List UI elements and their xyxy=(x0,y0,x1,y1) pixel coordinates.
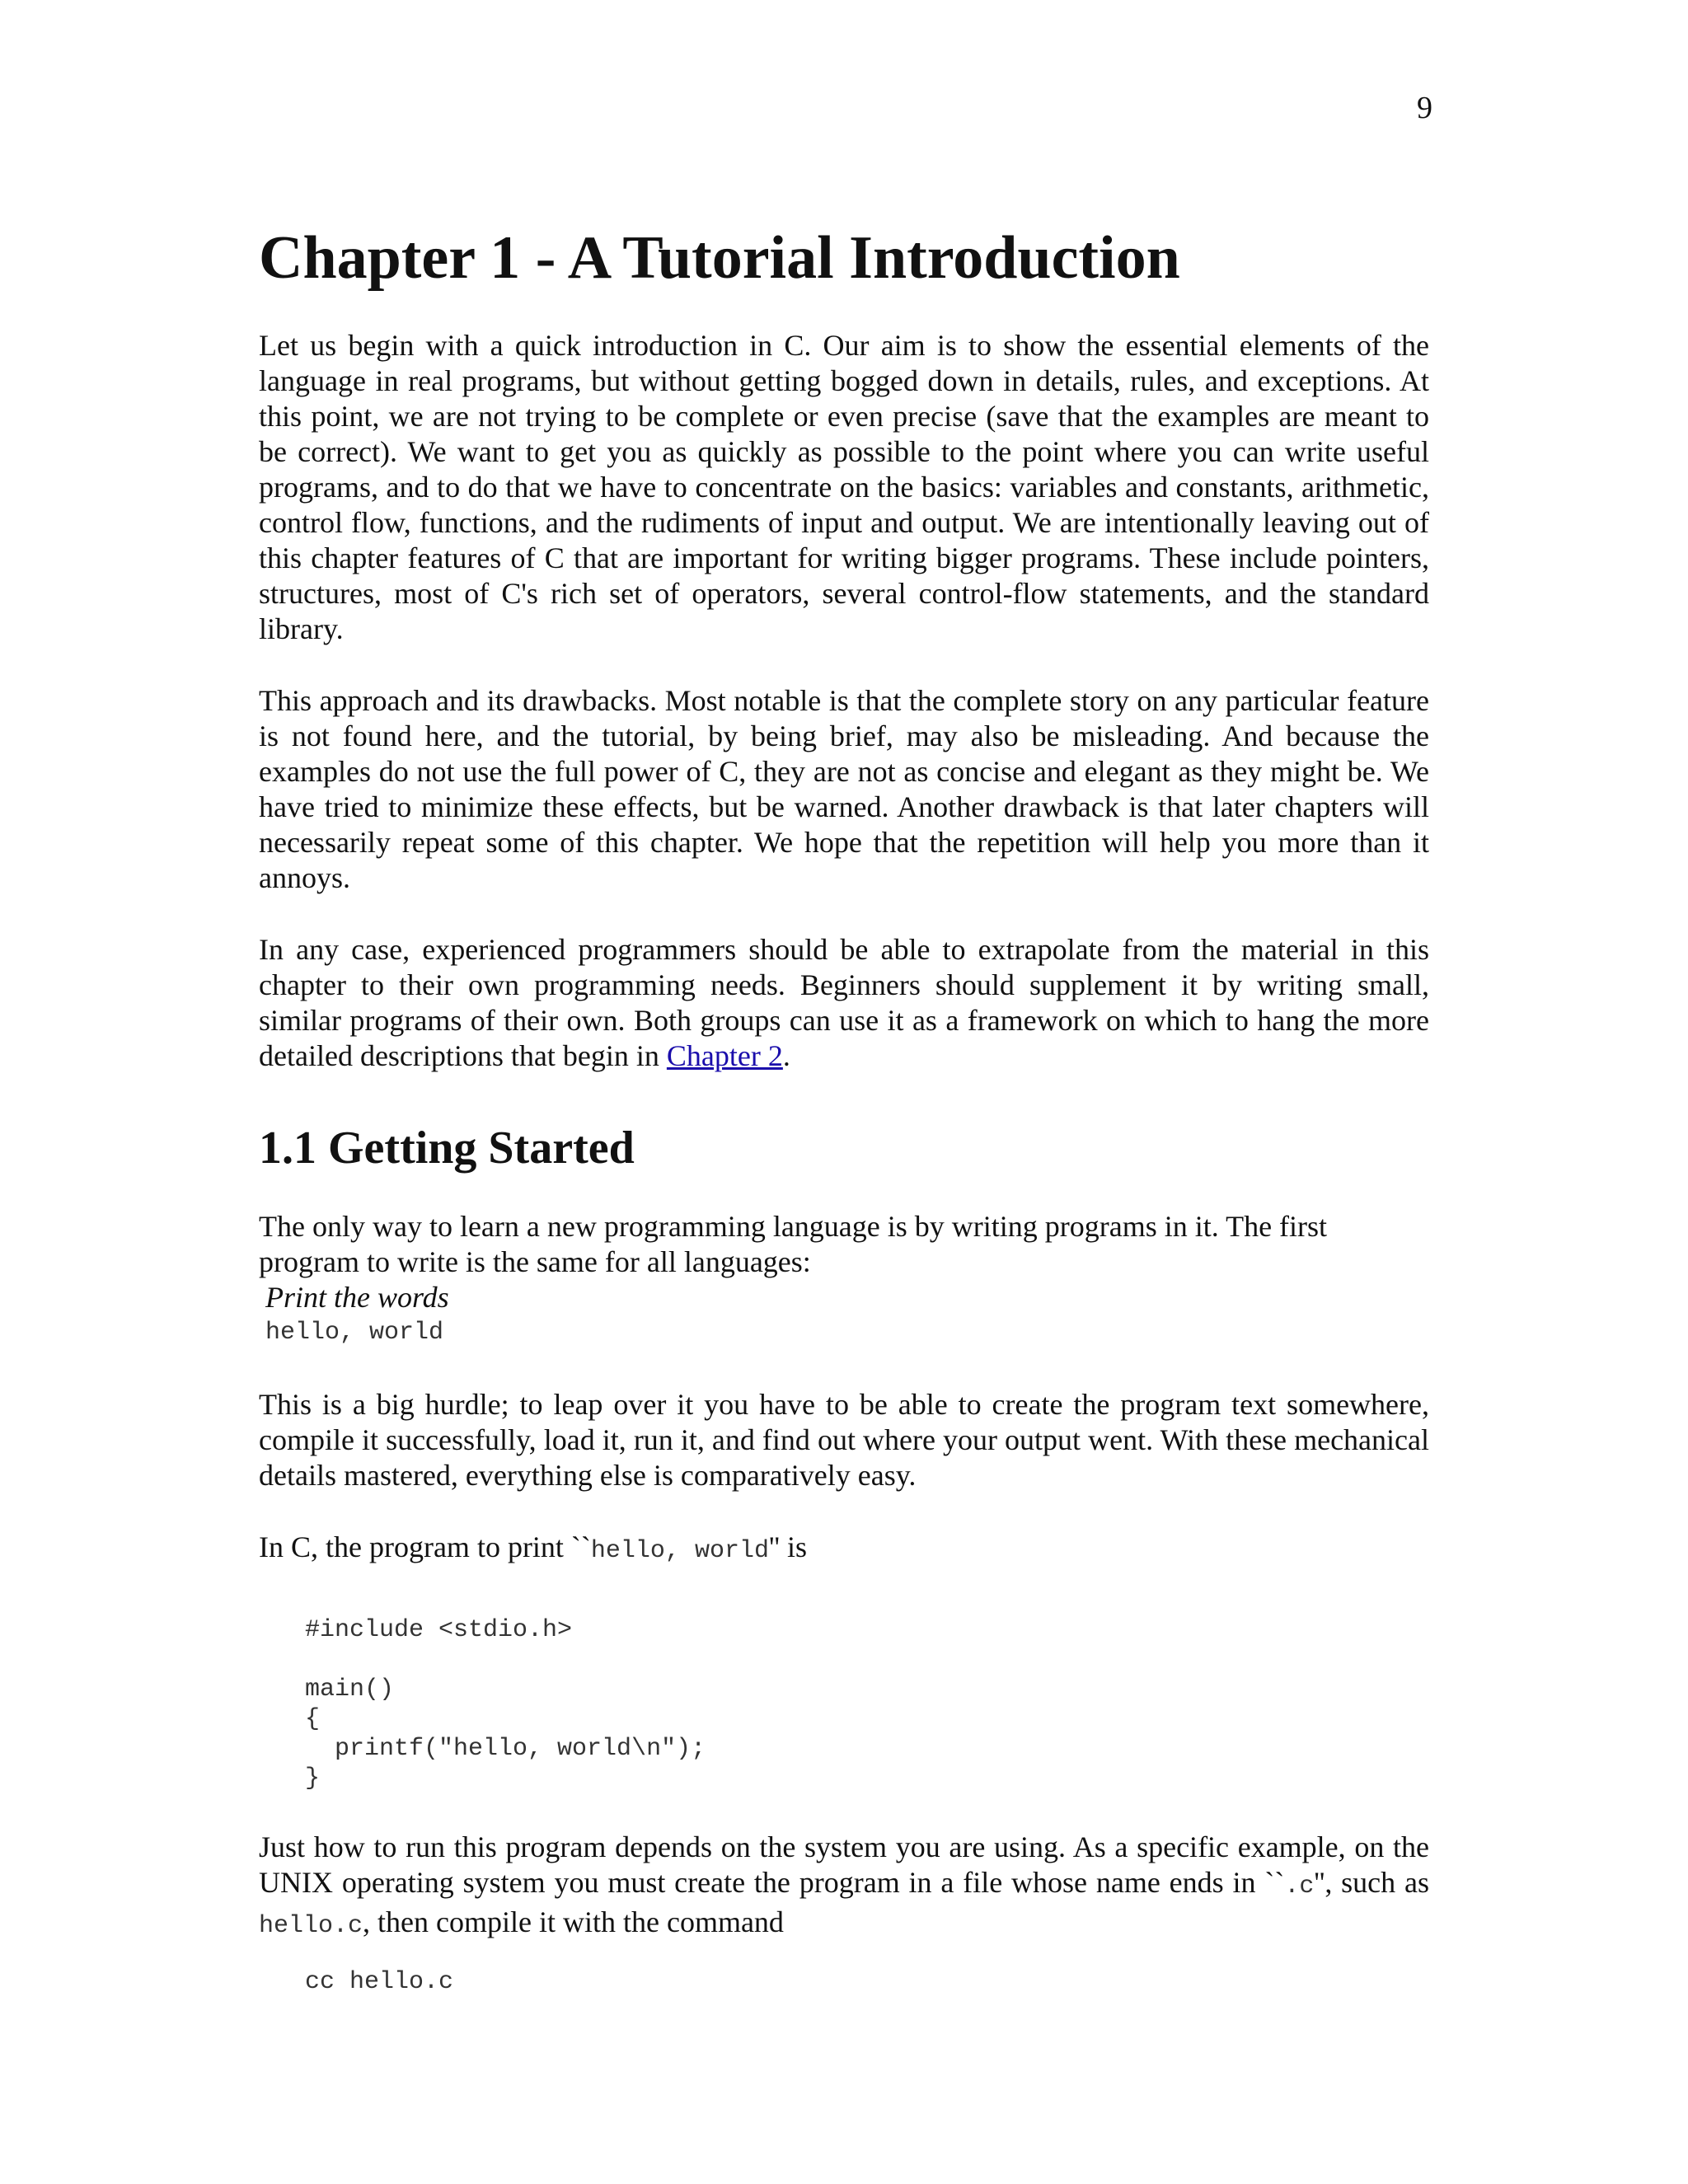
getting-started-paragraph-2: This is a big hurdle; to leap over it you have to be able to create the program text somewhere, compile it successfully, load it, run it, and find out where your output went. With these mechanical details mastered, everything else is comparatively easy. xyxy=(259,1387,1429,1492)
command-line: cc hello.c xyxy=(305,1967,454,1996)
getting-started-paragraph-1: The only way to learn a new programming language is by writing programs in it. The first program to write is the same for all languages: xyxy=(259,1209,1328,1278)
section-title: 1.1 Getting Started xyxy=(259,1122,635,1174)
chapter-title: Chapter 1 - A Tutorial Introduction xyxy=(259,224,1180,292)
code-line: #include <stdio.h> xyxy=(305,1615,573,1644)
intro-paragraph-3-end: . xyxy=(782,1039,790,1073)
para4-part1: Just how to run this program depends on the system you are using. As a specific example, on the UNIX operating system you must create the program in a file whose name ends in `` xyxy=(259,1830,1429,1899)
para4-code-filename: hello.c xyxy=(259,1911,363,1940)
hello-world-line: hello, world xyxy=(265,1318,444,1347)
getting-started-paragraph-4 xyxy=(259,1830,1429,1944)
intro-paragraph-3 xyxy=(259,932,1429,1074)
page-number: 9 xyxy=(1417,91,1432,125)
para4-code-ext: .c xyxy=(1284,1872,1315,1900)
intro-paragraph-2: This approach and its drawbacks. Most notable is that the complete story on any particular feature is not found here, and the tutorial, by being brief, may also be misleading. And because the examples do not use the full power of C, they are not as concise and elegant as they might be. We have tried to minimize these effects, but be warned. Another drawback is that later chapters will necessarily repeat some of this chapter. We hope that the repetition will help you more than it annoys. xyxy=(259,684,1429,895)
code-line: { xyxy=(305,1704,321,1733)
code-line: main() xyxy=(305,1675,395,1704)
code-line: } xyxy=(305,1764,321,1793)
para4-part3: , then compile it with the command xyxy=(363,1905,784,1938)
para3-code: hello, world xyxy=(590,1536,769,1565)
para4-part2: '', such as xyxy=(1314,1865,1429,1899)
hello-world-code-block xyxy=(305,1615,1429,1793)
para3-suffix: '' is xyxy=(768,1530,807,1563)
page-content xyxy=(259,210,1429,2033)
compile-command xyxy=(305,1967,1429,1997)
print-the-words-line: Print the words xyxy=(265,1280,449,1314)
para3-prefix: In C, the program to print `` xyxy=(259,1530,591,1563)
chapter-2-link[interactable]: Chapter 2 xyxy=(666,1039,783,1073)
code-line xyxy=(305,1645,1429,1675)
getting-started-paragraph-3 xyxy=(259,1530,1429,1569)
code-line: printf("hello, world\n"); xyxy=(305,1734,706,1763)
intro-paragraph-1: Let us begin with a quick introduction in C. Our aim is to show the essential elements of the language in real programs, but without getting bogged down in details, rules, and exceptions. At this point, we are not trying to be complete or even precise (save that the examples are meant to be correct). We want to get you as quickly as possible to the point where you can write useful programs, and to do that we have to concentrate on the basics: variables and constants, arithmetic, control flow, functions, and the rudiments of input and output. We are intentionally leaving out of this chapter features of C that are important for writing bigger programs. These include pointers, structures, most of C's rich set of operators, several control-flow statements, and the standard library. xyxy=(259,329,1429,646)
intro-paragraph-3-text: In any case, experienced programmers should be able to extrapolate from the material in this chapter to their own programming needs. Beginners should supplement it by writing small, similar programs of their own. Both groups can use it as a framework on which to hang the more detailed descriptions that begin in xyxy=(259,933,1429,1073)
